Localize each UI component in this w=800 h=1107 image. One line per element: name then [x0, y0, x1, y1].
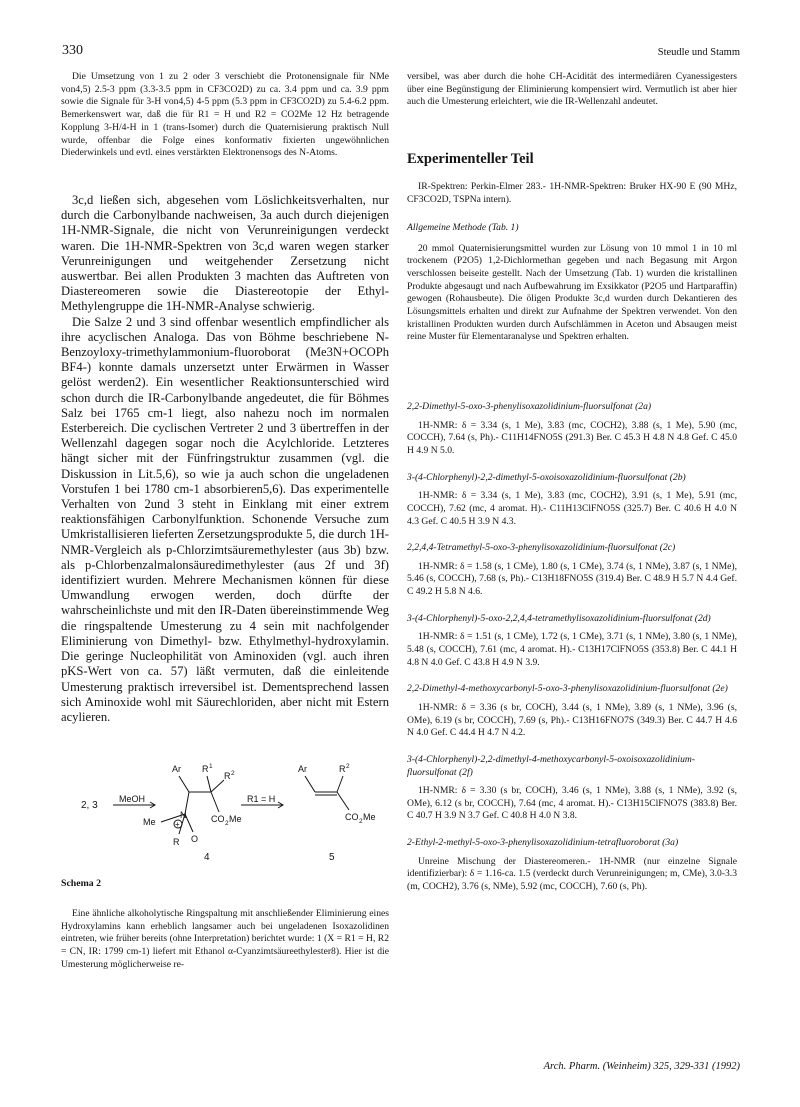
left-body [61, 193, 389, 725]
svg-text:Ar: Ar [298, 764, 307, 774]
paragraph-1: 3c,d ließen sich, abgesehen vom Löslichkeitsverhalten, nur durch die Carbonylbande nachweisen, 3a auch durch diejenigen 1H-NMR-Signale, die nicht von Verunreinigungen verdeckt waren. Die 1H-NMR-Spektren von 3c,d waren wegen starker Verunreinigungen und weitgehender Zersetzung nicht auswertbar. Bei allen Produkten 3 machten das Auftreten von Diastereomeren sowie die Diastereotopie der Ethyl-Methylengruppe die 1H-NMR-Analyse schwierig. [61, 193, 389, 314]
running-header-authors: Steudle und Stamm [657, 47, 740, 58]
scheme-caption: Schema 2 [61, 878, 102, 889]
svg-text:1: 1 [209, 763, 213, 770]
scheme-start-label: 2, 3 [81, 800, 98, 811]
journal-footer: Arch. Pharm. (Weinheim) 325, 329-331 (1992) [543, 1061, 740, 1072]
svg-text:O: O [191, 834, 199, 844]
compound-4-label: 4 [204, 852, 210, 863]
compound-entry [407, 472, 737, 529]
compound-entry [407, 542, 737, 599]
compound-entry [407, 613, 737, 670]
page-number: 330 [62, 43, 83, 58]
svg-text:R: R [224, 771, 231, 781]
compound-data: Unreine Mischung der Diastereomeren.- 1H-NMR (nur einzelne Signale identifizierbar): δ = 1.16-ca. 1.5 (verdeckt durch Verunreinigungen; m, CMe), 3.0-3.3 (m, COCH2), 3.76 (s, NMe), 5.92 (mc, COCCH), 7.60 (s, Ph). [407, 855, 737, 893]
reaction-scheme-svg [61, 742, 391, 890]
compound-data: 1H-NMR: δ = 3.34 (s, 1 Me), 3.83 (mc, COCH2), 3.88 (s, 1 Me), 5.90 (mc, COCCH), 7.64 (s, Ph).- C11H14FNO5S (291.3) Ber. C 45.3 H 4.8 N 4.8 Gef. C 45.0 H 4.9 N 5.0. [407, 419, 737, 456]
svg-text:N: N [180, 810, 187, 820]
footnote-text: Die Umsetzung von 1 zu 2 oder 3 verschiebt die Protonensignale für NMe von4,5) 2.5-3 ppm (3.3-3.5 ppm in CF3CO2D) zu ca. 3.4 ppm und ca. 3.9 ppm sowie die Signale für 3-H von4,5) 4-5 ppm (5.3 ppm in CF3CO2D) zu 5.4-6.2 ppm. Bemerkenswert war, daß die für R1 = H und R2 = CO2Me 12 Hz betragende Kopplung 3-H/4-H in 1 (trans-Isomer) durch die Quaternisierung praktisch Null wurde, offenbar die Folge eines konformativ fixierten ungewöhnlichen Diederwinkels und evtl. eines verstärkten Elektronensogs des N-Atoms. [61, 71, 389, 159]
instruments-text: IR-Spektren: Perkin-Elmer 283.- 1H-NMR-Spektren: Bruker HX-90 E (90 MHz, CF3CO2D, TSPNa intern). [407, 181, 737, 205]
compound-entry [407, 754, 737, 823]
method-section [407, 222, 737, 344]
compound-entry [407, 683, 737, 740]
svg-text:2: 2 [359, 818, 363, 825]
compound-data: 1H-NMR: δ = 3.34 (s, 1 Me), 3.83 (mc, COCH2), 3.91 (s, 1 Me), 5.91 (mc, COCCH), 7.62 (mc, 4 aromat. H).- C11H13ClFNO5S (325.7) Ber. C 40.6 H 4.0 N 4.3 Gef. C 40.5 H 3.9 N 4.3. [407, 490, 737, 527]
compound-data: 1H-NMR: δ = 1.51 (s, 1 CMe), 1.72 (s, 1 CMe), 3.71 (s, 1 NMe), 3.80 (s, 1 NMe), 5.48 (s, COCCH), 7.61 (mc, 4 aromat. H).- C13H17ClFNO5S (353.8) Ber. C 44.1 H 4.8 N 4.0 Gef. C 43.8 H 4.9 N 3.9. [407, 631, 737, 668]
svg-text:CO: CO [211, 814, 225, 824]
compound-data: 1H-NMR: δ = 3.36 (s br, COCH), 3.44 (s, 1 NMe), 3.89 (s, 1 NMe), 3.96 (s, OMe), 6.19 (s br, COCCH), 7.69 (s, Ph).- C13H16FNO7S (349.3) Ber. C 44.7 H 4.6 N 4.0 Gef. C 44.4 H 4.7 N 4.2. [407, 701, 737, 739]
left-bottom-note [61, 908, 389, 972]
scheme-2 [61, 742, 391, 890]
right-top-continuation [407, 71, 737, 109]
compound-title: 2,2,4,4-Tetramethyl-5-oxo-3-phenylisoxazolidinium-fluorsulfonat (2c) [407, 542, 676, 554]
svg-text:R: R [202, 764, 209, 774]
compound-entry [407, 401, 737, 458]
svg-text:R: R [339, 764, 346, 774]
svg-text:Ar: Ar [172, 764, 181, 774]
compound-data: 1H-NMR: δ = 3.30 (s br, COCH), 3.46 (s, 1 NMe), 3.88 (s, 1 NMe), 3.92 (s, OMe), 6.12 (s br, COCCH), 7.64 (mc, 4 aromat. H).- C13H15ClFNO7S (383.8) Ber. C 40.7 H 3.9 N 3.7 Gef. C 40.8 H 4.0 N 3.8. [407, 785, 737, 822]
svg-text:2: 2 [346, 763, 350, 770]
bottom-note-text: Eine ähnliche alkoholytische Ringspaltung mit anschließender Eliminierung eines Hydroxylamins kann erheblich langsamer auch bei ungeladenen Isoxazolidinen eintreten, wie früher bereits (ohne Interpretation) berichtet wurde: 1 (X = R1 = H, R2 = CN, IR: 1799 cm-1) liefert mit Ethanol α-Cyanzimtsäureethylester8). Hier ist die Umesterung möglicherweise re- [61, 908, 389, 970]
compound-title: 3-(4-Chlorphenyl)-2,2-dimethyl-4-methoxycarbonyl-5-oxoisoxazolidinium-fluorsulfonat (2f) [407, 754, 695, 778]
compound-entry [407, 837, 737, 894]
continuation-text: versibel, was aber durch die hohe CH-Acidität des intermediären Cyanessigesters über eine Begünstigung der Eliminierung kompensiert wird. Vermutlich ist aber hier auch die Umesterung erleichtert, wie die IR-Wellenzahl andeutet. [407, 71, 737, 108]
scheme-reagent-label: MeOH [119, 794, 146, 804]
compound-title: 3-(4-Chlorphenyl)-2,2-dimethyl-5-oxoisoxazolidinium-fluorsulfonat (2b) [407, 471, 686, 483]
svg-text:Me: Me [229, 814, 242, 824]
svg-text:CO: CO [345, 812, 359, 822]
svg-text:R: R [173, 837, 180, 847]
compound-title: 2,2-Dimethyl-4-methoxycarbonyl-5-oxo-3-phenylisoxazolidinium-fluorsulfonat (2e) [407, 683, 728, 695]
compound-title: 3-(4-Chlorphenyl)-5-oxo-2,2,4,4-tetramethylisoxazolidinium-fluorsulfonat (2d) [407, 612, 711, 624]
compound-title: 2-Ethyl-2-methyl-5-oxo-3-phenylisoxazolidinium-tetrafluoroborat (3a) [407, 837, 679, 849]
svg-text:2: 2 [225, 820, 229, 827]
method-title: Allgemeine Methode (Tab. 1) [407, 222, 519, 233]
compound-list [407, 401, 737, 908]
compound-data: 1H-NMR: δ = 1.58 (s, 1 CMe), 1.80 (s, 1 CMe), 3.74 (s, 1 NMe), 3.87 (s, 1 NMe), 5.46 (s, COCCH), 7.68 (s, Ph).- C13H18FNO5S (319.4) Ber. C 48.9 H 5.7 N 4.4 Gef. C 49.2 H 5.8 N 4.6. [407, 560, 737, 598]
svg-text:Me: Me [363, 812, 376, 822]
section-heading: Experimenteller Teil [407, 151, 534, 167]
compound-5-label: 5 [329, 852, 335, 863]
paragraph-2: Die Salze 2 und 3 sind offenbar wesentlich empfindlicher als ihre acyclischen Analoga. Das von Böhme beschriebene N-Benzoyloxy-trimethylammonium-fluoroborat (Me3N+OCOPh BF4-) konnte damals unzersetzt unter Erwärmen in Wasser gelöst werden2). Ein wesentlicher Reaktionsunterschied wird schon durch die IR-Carbonylbande angedeutet, die für Böhmes Salz bei 1765 cm-1 liegt, also nahezu noch im normalen Esterbereich. Die cyclischen Vertreter 2 und 3 übertreffen in der Wellenzahl dagegen sogar noch die Acylchloride. Letzteres hängt sicher mit der Fünfringstruktur zusammen (vgl. die Diskussion in Lit.5,6), so wie ja auch schon die ungeladenen Vorstufen 1 bei 1780 cm-1 absorbieren5,6). Das experimentelle Verhalten von 2und 3 steht in Einklang mit einer extrem reaktionsfähigen Carbonylfunktion. Schonende Versuche zum Umkristallisieren lieferten Zersetzungsprodukte 5, die durch 1H-NMR-Vergleich als p-Chlorzimtsäuremethylester (aus 3b) bzw. als p-Chlorbenzalmalonsäuredimethylester (aus 2f und 3f) identifiziert wurden. Mehrere Mechanismen können für diese Umwandlung erwogen werden, doch dürfte der wahrscheinlichste und mit den IR-Daten übereinstimmende Weg die ringspaltende Umesterung zu 4 sein mit nachfolgender Eliminierung von Dimethyl- bzw. Ethylmethyl-hydroxylamin. Die geringe Nucleophilität von Aminoxiden (vgl. auch ihren pKS-Wert von ca. 57) läßt vermuten, daß die einleitende Umesterung praktisch irreversibel ist. Dementsprechend lassen sich Aminoxide wohl mit Säurechloriden, aber nicht mit Estern acylieren. [61, 314, 389, 724]
svg-text:Me: Me [143, 817, 156, 827]
svg-text:+: + [175, 820, 180, 829]
compound-title: 2,2-Dimethyl-5-oxo-3-phenylisoxazolidinium-fluorsulfonat (2a) [407, 401, 652, 412]
instruments [407, 181, 737, 206]
left-footnote [61, 71, 389, 160]
scheme-condition-label: R1 = H [247, 794, 276, 804]
svg-text:2: 2 [231, 770, 235, 777]
method-text: 20 mmol Quaternisierungsmittel wurden zur Lösung von 10 mmol 1 in 10 ml trockenem (P2O5) 1,2-Dichlormethan gegeben und nach Begasung mit Argon verschlossen beiseite gestellt. Nach der Umsetzung (Tab. 1) wurden die kristallinen Produkte abgesaugt und nach Aufbewahrung im Exsikkator (P2O5 und Hartparaffin) gewogen (Rohausbeute). Die öligen Produkte 3c,d wurden durch Dekantieren des Lösungsmittels erhalten und direkt zur Aufnahme der Spektren verwendet. Von den kristallinen Produkten wurden durch Aufschlämmen in Aceton und Absaugen meist reine Muster für Elementaranalyse und Spektren erhalten. [407, 242, 737, 343]
